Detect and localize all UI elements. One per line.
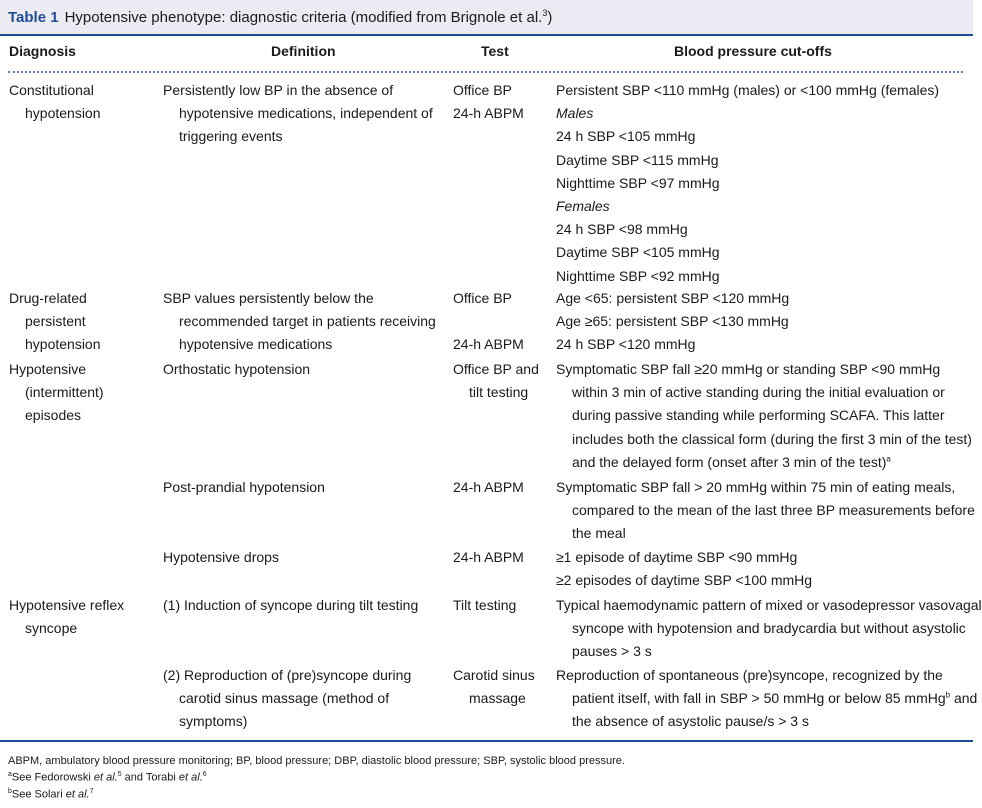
row6-cutoffs: Typical haemodynamic pattern of mixed or vasodepressor vasovagal syncope with hypotension and bradycardia but without asystolic pauses > 3 s (556, 597, 982, 660)
row6-test: Tilt testing (453, 597, 517, 613)
table-caption: Table 1 Hypotensive phenotype: diagnostic criteria (modified from Brignole et al.$^3$) (8, 8, 553, 26)
row1-cutoffs: Persistent SBP <110 mmHg (males) or <100 mmHg (females) Males 24 h SBP <105 mmHg Daytime SBP <115 mmHg Nighttime SBP <97 mmHg Females 24 h SBP <98 mmHg Daytime SBP <105 mmHg Nighttime SBP <92 mmHg (556, 82, 940, 284)
footnote-ref-b: b (945, 690, 951, 700)
row7-test: Carotid sinus massage (453, 667, 535, 707)
row1-definition: Persistently low BP in the absence of hypotensive medications, independent of triggering events (163, 82, 433, 145)
top-rule (0, 34, 973, 36)
row2-definition: SBP values persistently below the recommended target in patients receiving hypotensive medications (163, 290, 436, 353)
header-test: Test (481, 43, 509, 59)
header-definition: Definition (271, 43, 336, 59)
row6-diagnosis: Hypotensive reflex syncope (9, 597, 125, 637)
row3-test: Office BP and tilt testing (453, 361, 539, 401)
row6-definition: (1) Induction of syncope during tilt testing (163, 597, 419, 613)
row2-cutoffs: Age <65: persistent SBP <120 mmHg Age ≥65: persistent SBP <130 mmHg 24 h SBP <120 mmHg (556, 290, 790, 353)
row5-definition: Hypotensive drops (163, 549, 279, 565)
table-title: Hypotensive phenotype: diagnostic criteria (modified from Brignole et al. (64, 9, 543, 26)
row7-cutoffs: Reproduction of spontaneous (pre)syncope, recognized by the patient itself, with fall in SBP > 50 mmHg or below 85 mmHg$^b$ and the absence of asystolic pause/s > 3 s (556, 667, 978, 730)
row2-test-abpm: 24-h ABPM (453, 336, 524, 352)
caption-ref: 3 (542, 8, 548, 18)
footnote-b: $^b$See Solari et al.$^7$ (8, 788, 94, 801)
row5-cutoffs: ≥1 episode of daytime SBP <90 mmHg ≥2 episodes of daytime SBP <100 mmHg (556, 549, 813, 589)
row7-definition: (2) Reproduction of (pre)syncope during carotid sinus massage (method of symptoms) (163, 667, 412, 730)
row3-definition: Orthostatic hypotension (163, 361, 311, 377)
row4-definition: Post-prandial hypotension (163, 479, 325, 495)
row4-cutoffs: Symptomatic SBP fall > 20 mmHg within 75 min of eating meals, compared to the mean of the last three BP measurements before the meal (556, 479, 975, 542)
header-divider (8, 71, 963, 73)
footnote-abbreviations: ABPM, ambulatory blood pressure monitoring; BP, blood pressure; DBP, diastolic blood pressure; SBP, systolic blood pressure. (8, 755, 625, 767)
row1-diagnosis: Constitutional hypotension (9, 82, 101, 122)
row3-diagnosis: Hypotensive (intermittent) episodes (9, 361, 104, 424)
row2-test-office: Office BP (453, 290, 512, 306)
header-diagnosis: Diagnosis (9, 43, 76, 59)
row2-diagnosis: Drug-related persistent hypotension (9, 290, 101, 353)
footnote-a: $^a$See Fedorowski et al.$^5$ and Torabi et al.$^6$ (8, 771, 207, 784)
header-cutoffs: Blood pressure cut-offs (674, 43, 832, 59)
bottom-rule (0, 740, 973, 742)
row1-test: Office BP 24-h ABPM (453, 82, 524, 122)
footnote-ref-a: a (886, 454, 891, 464)
table-label: Table 1 (8, 9, 59, 26)
row4-test: 24-h ABPM (453, 479, 524, 495)
row3-cutoffs: Symptomatic SBP fall ≥20 mmHg or standing SBP <90 mmHg within 3 min of active standing during the initial evaluation or during passive standing while performing SCAFA. This latter includes both the classical form (during the first 3 min of the test) and the delayed form (onset after 3 min of the test)$^a$ (556, 361, 972, 470)
row5-test: 24-h ABPM (453, 549, 524, 565)
